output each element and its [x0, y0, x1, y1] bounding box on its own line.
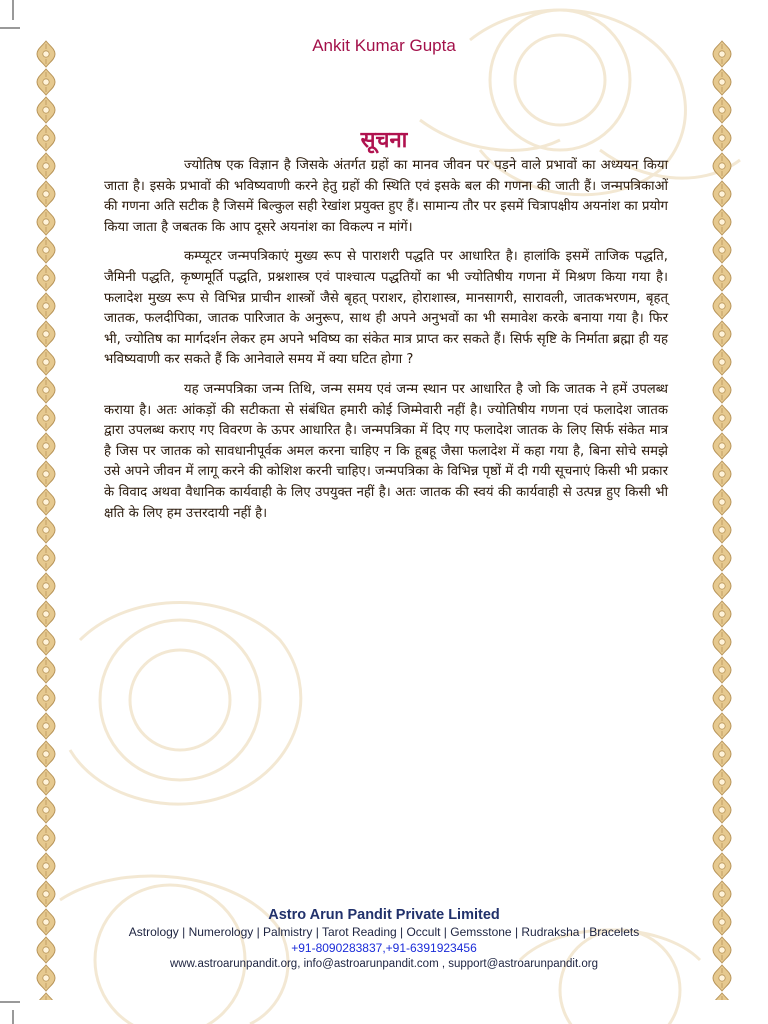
notice-body [104, 156, 668, 533]
right-decorative-border [710, 40, 734, 1000]
footer [0, 906, 768, 972]
notice-paragraph-3: यह जन्मपत्रिका जन्म तिथि, जन्म समय एवं जन्म स्थान पर आधारित है जो कि जातक ने हमें उपलब्ध कराया है। अतः आंकड़ों की सटीकता से संबंधित हमारी कोई जिम्मेवारी नहीं है। ज्योतिषीय गणना एवं फलादेश जातक द्वारा उपलब्ध कराए गए विवरण के ऊपर आधारित है। जन्मपत्रिका में दिए गए फलादेश जातक के लिए सिर्फ संकेत मात्र है जिस पर जातक को सावधानीपूर्वक अमल करना चाहिए न कि हूबहू जैसा फलादेश में कहा गया है, बिना सोचे समझे उसे अपने जीवन में लागू करने की कोशिश करनी चाहिए। जन्मपत्रिका के विभिन्न पृष्ठों में दी गयी सूचनाएं किसी भी प्रकार के विवाद अथवा वैधानिक कार्यवाही के लिए उपयुक्त नहीं है। अतः जातक की स्वयं की कार्यवाही से उत्पन्न हुए किसी भी क्षति के लिए हम उत्तरदायी नहीं है। [104, 381, 668, 521]
left-decorative-border [34, 40, 58, 1000]
author-name: Ankit Kumar Gupta [312, 36, 456, 55]
notice-title: सूचना [360, 128, 408, 153]
company-name: Astro Arun Pandit Private Limited [268, 907, 500, 923]
services-list: Astrology | Numerology | Palmistry | Tarot Reading | Occult | Gemsstone | Rudraksha | Bracelets [128, 925, 640, 939]
notice-paragraph-2: कम्प्यूटर जन्मपत्रिकाएं मुख्य रूप से पाराशरी पद्धति पर आधारित है। हालांकि इसमें ताजिक पद्धति, जैमिनी पद्धति, कृष्णमूर्ति पद्धति, प्रश्नशास्त्र एवं पाश्चात्य पद्धतियों का भी ज्योतिषीय गणना में मिश्रण किया गया है। फलादेश मुख्य रूप से विभिन्न प्राचीन शास्त्रों जैसे बृहत् पराशर, होराशास्त्र, मानसागरी, सारावली, जातकभरणम, बृहत् जातक, फलदीपिका, जातक पारिजात के अनुरूप, साथ ही अपने अनुभवों का भी समावेश करके बनाया गया है। फिर भी, ज्योतिष का मार्गदर्शन लेकर हम अपने भविष्य का संकेत मात्र प्राप्त कर सकते हैं। सिर्फ सृष्टि के निर्माता ब्रह्मा ही यह भविष्यवाणी कर सकते हैं कि आनेवाले समय में क्या घटित होगा ? [104, 249, 668, 368]
notice-paragraph-1: ज्योतिष एक विज्ञान है जिसके अंतर्गत ग्रहों का मानव जीवन पर पड़ने वाले प्रभावों का अध्ययन किया जाता है। इसके प्रभावों की भविष्यवाणी करने हेतु ग्रहों की स्थिति एवं इसके बल की गणना की जाती हैं। जन्मपत्रिकाओं की गणना अति सटीक है जिसमें बिल्कुल सही रेखांश प्रयुक्त हुए हैं। सामान्य तौर पर इसमें चित्रापक्षीय अयनांश का प्रयोग किया जाता है जबतक कि आप दूसरे अयनांश का विकल्प न मांगें। [104, 158, 668, 235]
web-contacts[interactable]: www.astroarunpandit.org, info@astroarunpandit.com , support@astroarunpandit.org [170, 958, 598, 970]
phone-numbers[interactable]: +91-8090283837,+91-6391923456 [291, 941, 477, 955]
